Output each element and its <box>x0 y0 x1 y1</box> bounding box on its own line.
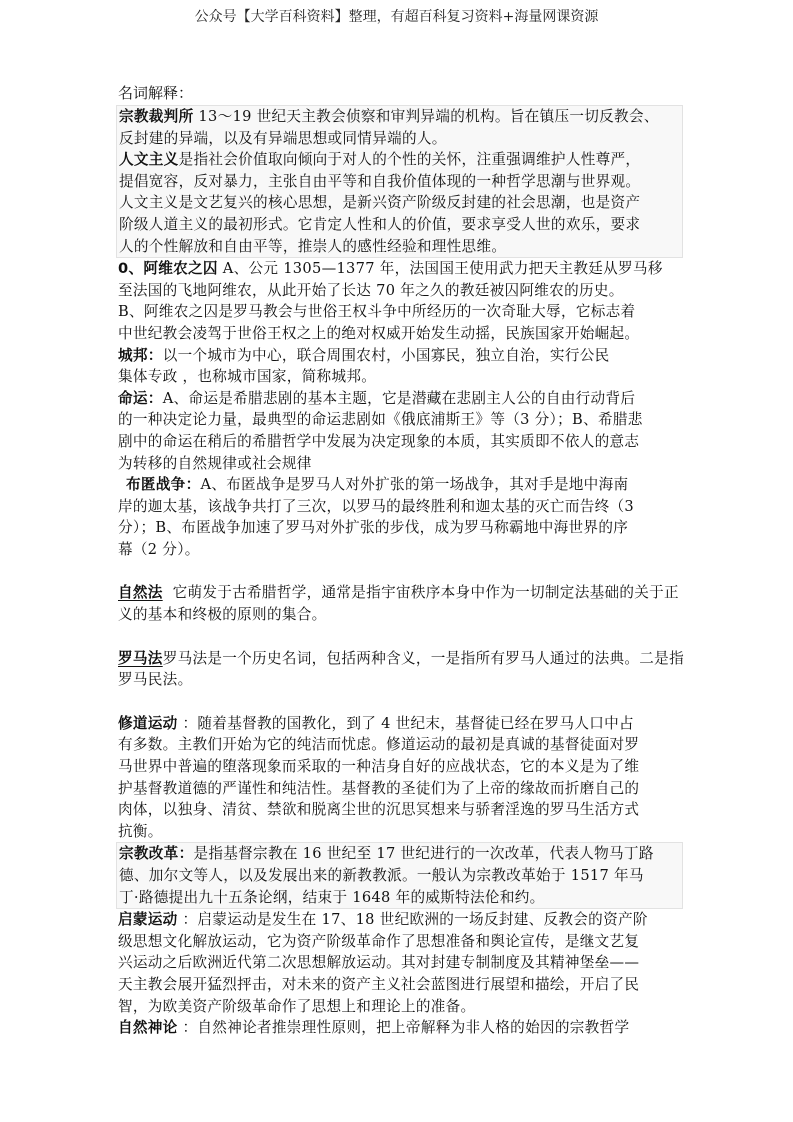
entry-line <box>118 713 683 735</box>
entry-line <box>119 149 682 171</box>
entry-line <box>118 996 683 1018</box>
glossary-entry <box>119 149 682 257</box>
entry-line <box>118 258 683 280</box>
entry-text: 丁·路德提出九十五条论纲，结束于 1648 年的威斯特法伦和约。 <box>119 888 545 906</box>
entry-text: 护基督教道德的严谨性和纯洁性。基督教的圣徒们为了上帝的缘故而折磨自己的 <box>118 779 640 797</box>
entry-term: 人文主义 <box>119 151 179 169</box>
entry-term: 启蒙运动 <box>118 911 178 929</box>
entry-text: 智，为欧美资产阶级革命作了思想上和理论上的准备。 <box>118 997 476 1015</box>
entry-line <box>118 952 683 974</box>
glossary-entries <box>118 105 683 1039</box>
entry-line <box>118 474 683 496</box>
entry-text: 是指社会价值取向倾向于对人的个性的关怀，注重强调维护人性尊严， <box>178 151 641 169</box>
entry-line <box>118 539 683 561</box>
entry-line <box>119 887 682 909</box>
entry-line <box>118 799 683 821</box>
entry-term: 修道运动 <box>118 714 178 732</box>
glossary-entry <box>118 345 683 388</box>
entry-text: 阶级人道主义的最初形式。它肯定人性和人的价值，要求享受人世的欢乐，要求 <box>119 215 641 233</box>
entry-text: 抗衡。 <box>118 822 163 840</box>
glossary-entry <box>118 474 683 560</box>
entry-line <box>119 192 682 214</box>
page-header: 公众号【大学百科资料】整理，有超百科复习资料+海量网课资源 <box>194 9 599 25</box>
entry-line <box>118 388 683 410</box>
entry-text: 提倡宽容，反对暴力，主张自由平等和自我价值体现的一种哲学思潮与世界观。 <box>119 172 641 190</box>
entry-line <box>118 345 683 367</box>
entry-text: 义的基本和终极的原则的集合。 <box>118 606 327 624</box>
entry-text: 罗马法是一个历史名词，包括两种含义，一是指所有罗马人通过的法典。二是指 <box>162 649 684 667</box>
glossary-entry <box>118 648 683 691</box>
entry-line <box>118 974 683 996</box>
entry-line <box>118 496 683 518</box>
entry-term: 宗教裁判所 <box>119 108 194 125</box>
entry-line <box>118 756 683 778</box>
entry-term: 自然神论 <box>118 1019 178 1037</box>
entry-text: 幕（2 分）。 <box>118 540 200 558</box>
entry-text: A、公元 1305—1377 年，法国国王使用武力把天主教廷从罗马移 <box>217 260 663 278</box>
entry-line <box>119 843 682 865</box>
entry-text: 至法国的飞地阿维农，从此开始了长达 70 年之久的教廷被囚阿维农的历史。 <box>118 281 624 299</box>
paragraph-gap <box>118 626 683 648</box>
entry-line <box>118 431 683 453</box>
entry-text: 岸的迦太基，该战争共打了三次，以罗马的最终胜利和迦太基的灭亡而告终（3 <box>118 497 634 515</box>
entry-text: B、阿维农之囚是罗马教会与世俗王权斗争中所经历的一次奇耻大辱，它标志着 <box>118 303 636 321</box>
entry-text: 它萌发于古希腊哲学，通常是指宇宙秩序本身中作为一切制定法基础的关于正 <box>162 584 679 602</box>
entry-line <box>119 865 682 887</box>
paragraph-gap <box>118 560 683 582</box>
highlighted-block <box>116 842 683 909</box>
entry-text: 罗马民法。 <box>118 671 193 689</box>
entry-text: ：启蒙运动是发生在 17、18 世纪欧洲的一场反封建、反教会的资产阶 <box>177 911 648 929</box>
entry-term: 城邦： <box>118 346 163 364</box>
entry-line <box>119 128 682 150</box>
entry-text: 人文主义是文艺复兴的核心思想，是新兴资产阶级反封建的社会思潮，也是资产 <box>119 194 641 212</box>
entry-text: 人的个性解放和自由平等，推崇人的感性经验和理性思维。 <box>119 237 507 255</box>
entry-line <box>118 517 683 539</box>
entry-text: 集体专政 ，也称城市国家，简称城邦。 <box>118 368 377 386</box>
entry-line <box>118 778 683 800</box>
entry-text: 反封建的异端，以及有异端思想或同情异端的人。 <box>119 129 447 147</box>
entry-text: 为转移的自然规律或社会规律 <box>118 454 312 472</box>
entry-line <box>119 236 682 258</box>
glossary-entry <box>118 582 683 625</box>
entry-line <box>118 409 683 431</box>
entry-term: 0、阿维农之囚 <box>118 260 218 278</box>
glossary-entry <box>118 713 683 843</box>
entry-text: 天主教会展开猛烈抨击，对未来的资产主义社会蓝图进行展望和描绘，开启了民 <box>118 975 640 993</box>
entry-text: 以一个城市为中心，联合周围农村，小国寡民，独立自治，实行公民 <box>162 346 610 364</box>
entry-text: 是指基督宗教在 16 世纪至 17 世纪进行的一次改革，代表人物马丁路 <box>193 845 654 863</box>
glossary-entry <box>118 1017 683 1039</box>
entry-line <box>118 366 683 388</box>
entry-text: 有多数。主教们开始为它的纯洁而忧虑。修道运动的最初是真诚的基督徒面对罗 <box>118 736 640 754</box>
entry-line <box>118 604 683 626</box>
entry-text: 的一种决定论力量，最典型的命运悲剧如《俄底浦斯王》等（3 分）；B、希腊悲 <box>118 411 643 429</box>
entry-term: 布匿战争： <box>126 476 201 494</box>
entry-line <box>118 648 683 670</box>
entry-line <box>118 931 683 953</box>
entry-text: A、命运是希腊悲剧的基本主题，它是潜藏在悲剧主人公的自由行动背后 <box>162 389 636 407</box>
glossary-entry <box>118 388 683 474</box>
entry-term: 命运： <box>118 389 163 407</box>
entry-term: 自然法 <box>118 584 163 602</box>
entry-line <box>118 323 683 345</box>
entry-text: 兴运动之后欧洲近代第二次思想解放运动。其对封建专制制度及其精神堡垒—— <box>118 954 640 972</box>
entry-line <box>118 734 683 756</box>
entry-text: 13～19 世纪天主教会侦察和审判异端的机构。旨在镇压一切反教会、 <box>193 108 659 125</box>
entry-line <box>119 171 682 193</box>
glossary-entry <box>118 258 683 344</box>
paragraph-gap <box>118 691 683 713</box>
highlighted-block <box>116 105 683 258</box>
glossary-entry <box>119 106 682 149</box>
entry-line <box>118 909 683 931</box>
document-body <box>118 83 683 1039</box>
section-heading: 名词解释： <box>118 84 194 102</box>
entry-line <box>119 106 682 128</box>
entry-line <box>118 582 683 604</box>
entry-term: 罗马法 <box>118 649 163 667</box>
entry-line <box>118 280 683 302</box>
entry-text: 级思想文化解放运动，它为资产阶级革命作了思想准备和舆论宣传，是继文艺复 <box>118 932 640 950</box>
entry-text: A、布匿战争是罗马人对外扩张的第一场战争，其对手是地中海南 <box>200 476 629 494</box>
entry-text: ：自然神论者推崇理性原则，把上帝解释为非人格的始因的宗教哲学 <box>177 1019 630 1037</box>
entry-line <box>119 214 682 236</box>
entry-text: 分）；B、布匿战争加速了罗马对外扩张的步伐，成为罗马称霸地中海世界的序 <box>118 519 629 537</box>
glossary-entry <box>118 909 683 1017</box>
entry-text: 剧中的命运在稍后的希腊哲学中发展为决定现象的本质，其实质即不依人的意志 <box>118 432 640 450</box>
glossary-entry <box>119 843 682 908</box>
entry-text: ：随着基督教的国教化，到了 4 世纪末，基督徒已经在罗马人口中占 <box>177 714 634 732</box>
entry-line <box>118 453 683 475</box>
entry-term: 宗教改革： <box>119 845 194 863</box>
entry-text: 中世纪教会凌驾于世俗王权之上的绝对权威开始发生动摇，民族国家开始崛起。 <box>118 324 640 342</box>
entry-line <box>118 669 683 691</box>
entry-text: 肉体，以独身、清贫、禁欲和脱离尘世的沉思冥想来与骄奢淫逸的罗马生活方式 <box>118 801 640 819</box>
entry-line <box>118 301 683 323</box>
entry-line <box>118 1017 683 1039</box>
entry-line <box>118 821 683 843</box>
entry-text: 马世界中普遍的堕落现象而采取的一种洁身自好的应战状态，它的本义是为了维 <box>118 758 640 776</box>
entry-text: 德、加尔文等人，以及发展出来的新教教派。一般认为宗教改革始于 1517 年马 <box>119 867 644 884</box>
